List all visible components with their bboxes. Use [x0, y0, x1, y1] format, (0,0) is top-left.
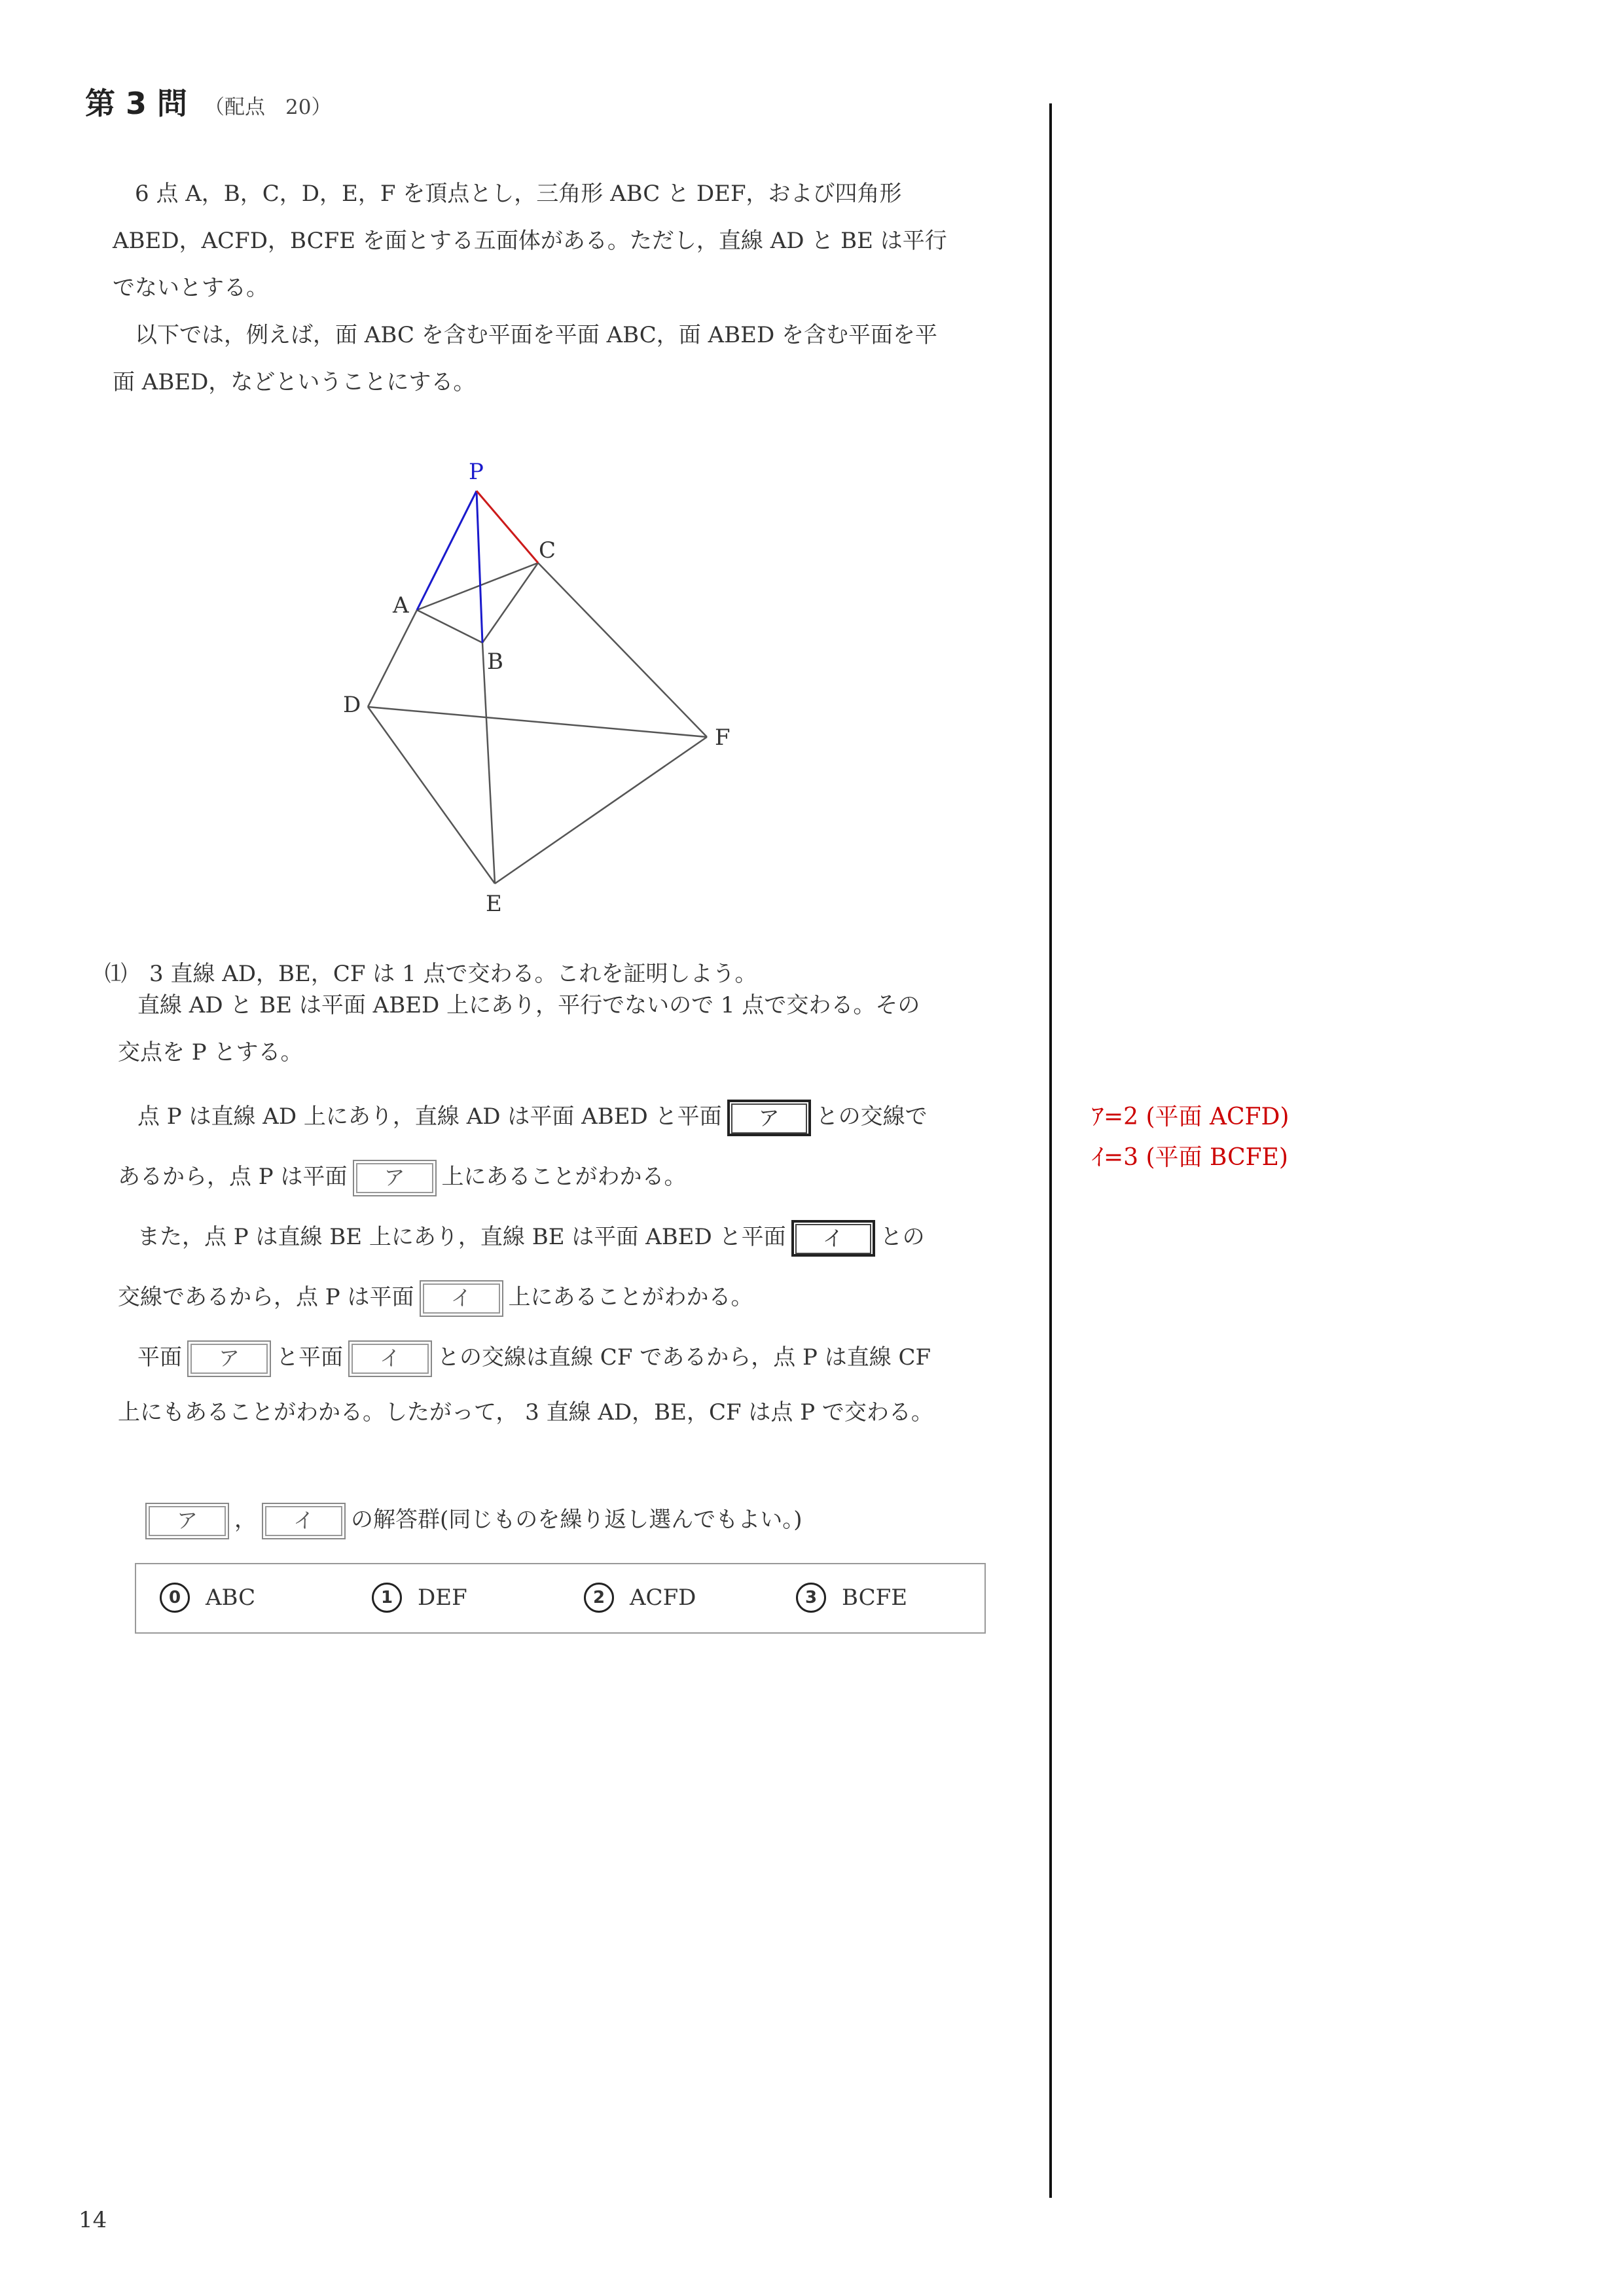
choice-number: 2: [584, 1583, 614, 1613]
choice-number: 3: [796, 1583, 826, 1613]
proof-text: 平面: [137, 1344, 182, 1371]
proof-text: との: [880, 1224, 925, 1250]
ref-box-label: イ: [265, 1506, 342, 1536]
intro-line: でないとする。: [113, 275, 268, 301]
intro-paragraph: [113, 170, 990, 312]
choices-heading: [140, 1500, 803, 1539]
choice-1[interactable]: [372, 1583, 467, 1613]
edge-ab: [417, 610, 482, 643]
edge-bc: [482, 563, 538, 643]
proof-text: あるから，点 P は平面: [118, 1164, 348, 1190]
ref-box-label: ア: [190, 1344, 268, 1374]
ref-box-i: [420, 1280, 503, 1317]
problem-points: （配点 20）: [204, 96, 332, 119]
ref-box-label: イ: [352, 1344, 429, 1374]
label-a: A: [393, 592, 409, 619]
definition-line: 面 ABED，などということにする。: [113, 369, 476, 395]
proof-line: [118, 1147, 988, 1207]
ref-box-a: [145, 1503, 229, 1539]
proof-text: 交線であるから，点 P は平面: [118, 1284, 414, 1310]
edge-df: [368, 707, 707, 737]
proof-line: [118, 1267, 988, 1327]
extension-pc: [477, 491, 538, 563]
choices-comma: ，: [234, 1507, 257, 1533]
answer-box-i[interactable]: [791, 1220, 875, 1257]
answer-note-a: ｱ=2 (平面 ACFD): [1092, 1103, 1290, 1130]
ref-box-label: ア: [356, 1163, 433, 1193]
proof-block: [118, 1086, 988, 1437]
definition-paragraph: [113, 312, 990, 406]
proof-text: 上にあることがわかる。: [441, 1164, 687, 1190]
column-divider: [1049, 103, 1052, 2198]
proof-text: との交線は直線 CF であるから，点 P は直線 CF: [437, 1344, 931, 1371]
choice-text: ABC: [206, 1585, 256, 1611]
choice-2[interactable]: [584, 1583, 696, 1613]
ref-box-a: [353, 1160, 437, 1196]
proof-text: 点 P は直線 AD 上にあり，直線 AD は平面 ABED と平面: [137, 1103, 722, 1130]
edge-de: [368, 707, 495, 884]
ref-box-label: イ: [423, 1283, 500, 1314]
proof-block: [118, 982, 988, 1076]
choice-0[interactable]: [160, 1583, 255, 1613]
choice-3[interactable]: [796, 1583, 907, 1613]
ref-box-a: [187, 1340, 271, 1377]
extension-pb: [477, 491, 482, 643]
figure-edges: [368, 563, 707, 884]
label-b: B: [487, 649, 503, 675]
problem-title: 第 3 問: [85, 86, 188, 121]
choice-text: DEF: [418, 1585, 467, 1611]
extension-pa: [417, 491, 477, 610]
label-f: F: [715, 725, 731, 751]
proof-text: また，点 P は直線 BE 上にあり，直線 BE は平面 ABED と平面: [137, 1224, 786, 1250]
answer-box-a[interactable]: [727, 1100, 811, 1136]
question-1-statement: ⑴ 3 直線 AD，BE，CF は 1 点で交わる。これを証明しよう。: [105, 961, 757, 987]
label-p: P: [469, 459, 484, 485]
proof-line: 直線 AD と BE は平面 ABED 上にあり，平行でないので 1 点で交わる。その: [137, 992, 920, 1018]
proof-line: [137, 1086, 988, 1147]
label-c: C: [539, 537, 556, 564]
proof-text: と平面: [276, 1344, 343, 1371]
intro-line: ABED，ACFD，BCFE を面とする五面体がある。ただし，直線 AD と BE は平行: [113, 228, 947, 254]
answer-box-label: イ: [795, 1224, 871, 1254]
edge-ef: [495, 737, 707, 884]
proof-line: [137, 1327, 988, 1388]
choice-text: BCFE: [842, 1585, 908, 1611]
ref-box-i: [348, 1340, 432, 1377]
answer-note-i: ｲ=3 (平面 BCFE): [1092, 1144, 1288, 1171]
choices-box: [135, 1563, 986, 1634]
ref-box-i: [262, 1503, 346, 1539]
proof-text: 上にあることがわかる。: [508, 1284, 753, 1310]
label-d: D: [343, 692, 361, 718]
choice-number: 0: [160, 1583, 190, 1613]
answer-box-label: ア: [731, 1103, 807, 1134]
proof-line: [137, 1207, 988, 1267]
edge-be: [482, 643, 495, 884]
edge-cf: [538, 563, 707, 737]
definition-line: 以下では，例えば，面 ABC を含む平面を平面 ABC，面 ABED を含む平面を平: [113, 322, 938, 348]
proof-line: 上にもあることがわかる。したがって， 3 直線 AD，BE，CF は点 P で交わる。: [118, 1399, 933, 1426]
edge-ac: [417, 563, 538, 610]
label-e: E: [486, 891, 502, 916]
choices-heading-text: の解答群(同じものを繰り返し選んでもよい。): [351, 1507, 803, 1533]
proof-line: 交点を P とする。: [118, 1039, 303, 1066]
problem-heading: [85, 80, 332, 123]
pentahedron-figure: [314, 445, 759, 916]
choice-text: ACFD: [630, 1585, 696, 1611]
intro-line: 6 点 A，B，C，D，E，F を頂点とし，三角形 ABC と DEF，および四角形: [113, 181, 902, 207]
choice-number: 1: [372, 1583, 402, 1613]
proof-text: との交線で: [816, 1103, 928, 1130]
page-number: 14: [79, 2207, 107, 2233]
edge-ad: [368, 610, 417, 707]
ref-box-label: ア: [149, 1506, 226, 1536]
